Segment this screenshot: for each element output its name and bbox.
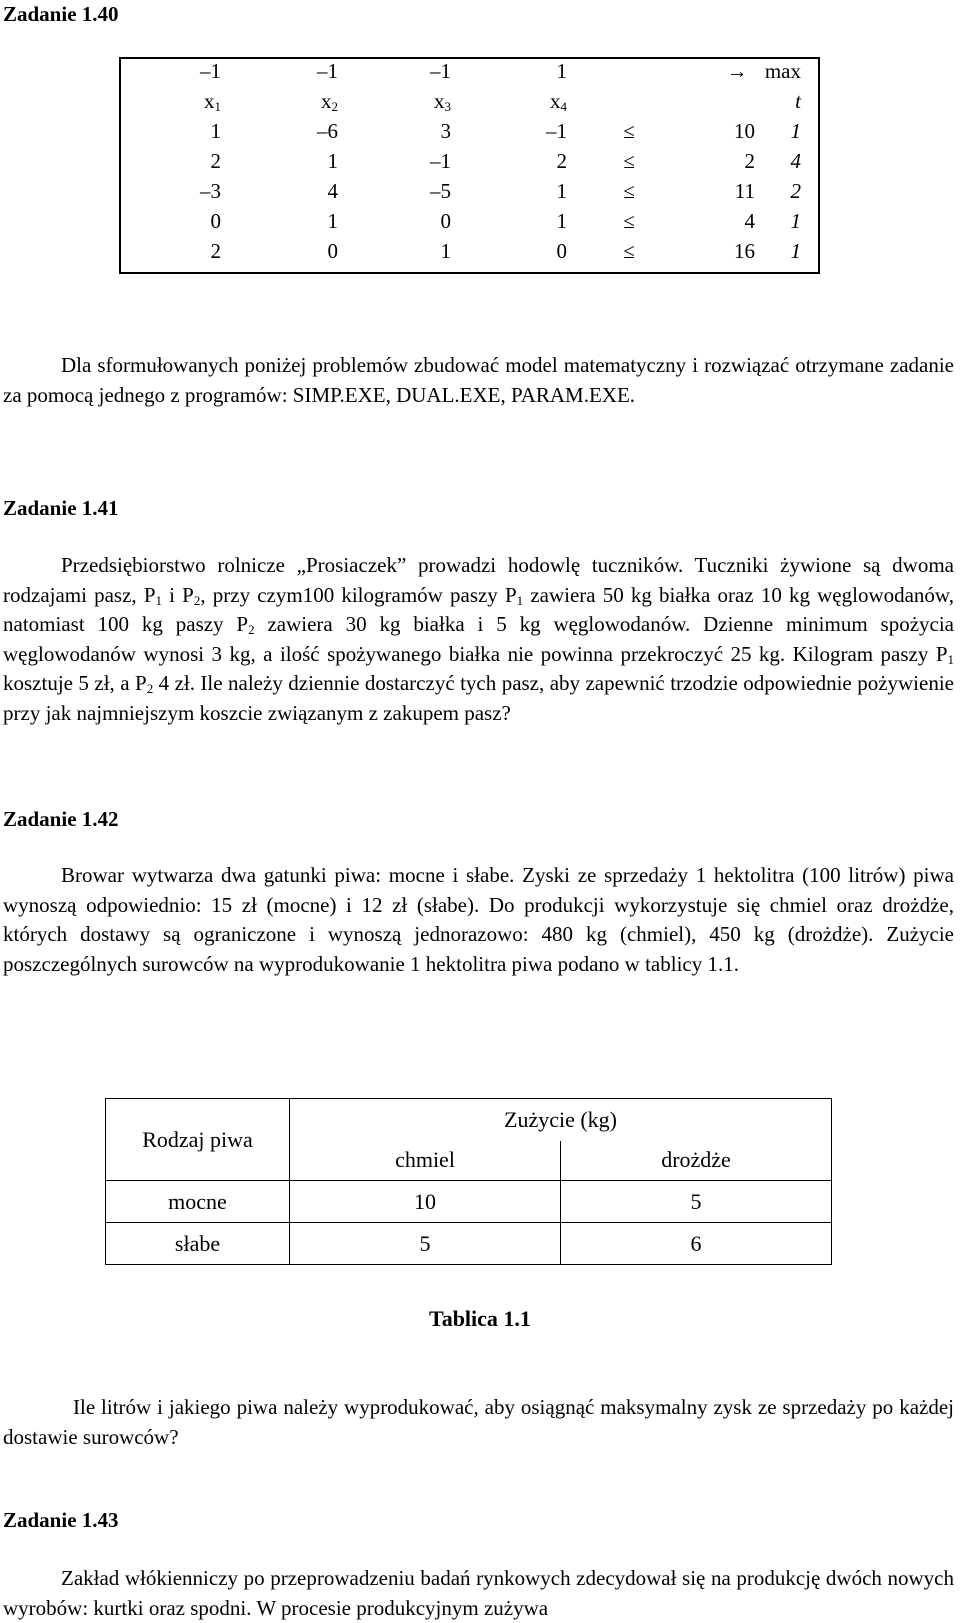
zadanie-1-42-paragraph — [3, 861, 954, 979]
header-zuzycie: Zużycie (kg) — [290, 1099, 832, 1141]
rhs: 2 — [744, 149, 755, 173]
leq-icon: ≤ — [623, 179, 635, 203]
rhs: 4 — [744, 209, 755, 233]
drozdze-value: 5 — [561, 1181, 832, 1223]
lp-problem-table — [119, 57, 820, 274]
intro-text: Dla sformułowanych poniżej problemów zbudować model matematyczny i rozwiązać otrzymane zadanie za pomocą jednego z programów: SIMP.EXE, DUAL.EXE, PARAM.EXE. — [3, 353, 954, 407]
leq-icon: ≤ — [623, 149, 635, 173]
coef: –1 — [430, 149, 451, 173]
coef: 2 — [210, 149, 221, 173]
beer-consumption-table — [105, 1098, 832, 1265]
param: 1 — [790, 119, 801, 143]
coef: 2 — [556, 149, 567, 173]
param: 4 — [790, 149, 801, 173]
objective-coef: –1 — [430, 59, 451, 83]
objective-coef: –1 — [200, 59, 221, 83]
coef: 1 — [327, 209, 338, 233]
var-header: $x_2$ — [321, 89, 338, 114]
coef: –6 — [317, 119, 338, 143]
header-rodzaj-piwa: Rodzaj piwa — [106, 1099, 290, 1181]
table-caption: Tablica 1.1 — [429, 1306, 531, 1331]
heading-zadanie-1-41: Zadanie 1.41 — [3, 496, 119, 520]
coef: 0 — [556, 239, 567, 263]
coef: 0 — [327, 239, 338, 263]
coef: 1 — [556, 179, 567, 203]
leq-icon: ≤ — [623, 119, 635, 143]
header-chmiel: chmiel — [290, 1141, 561, 1181]
zadanie-1-43-text: Zakład włókienniczy po przeprowadzeniu badań rynkowych zdecydował się na produkcję dwóch nowych wyrobów: kurtki oraz spodni. W procesie produkcyjnym zużywa — [3, 1566, 954, 1620]
heading-zadanie-1-40: Zadanie 1.40 — [3, 2, 119, 26]
coef: 3 — [440, 119, 451, 143]
rhs: 11 — [734, 179, 755, 203]
table-row — [106, 1181, 832, 1223]
question-text: Ile litrów i jakiego piwa należy wyprodukować, aby osiągnąć maksymalny zysk ze sprzedaży po każdej dostawie surowców? — [3, 1395, 954, 1449]
coef: 1 — [327, 149, 338, 173]
objective-coef: 1 — [556, 59, 567, 83]
param: 2 — [790, 179, 801, 203]
var-header: $x_4$ — [550, 89, 567, 114]
beer-name: słabe — [106, 1223, 290, 1265]
intro-paragraph — [3, 351, 954, 410]
coef: 1 — [556, 209, 567, 233]
param-header: t — [795, 89, 801, 113]
coef: 1 — [210, 119, 221, 143]
coef: 0 — [210, 209, 221, 233]
coef: 2 — [210, 239, 221, 263]
drozdze-value: 6 — [561, 1223, 832, 1265]
var-header: $x_3$ — [434, 89, 451, 114]
table-row — [106, 1223, 832, 1265]
heading-zadanie-1-43: Zadanie 1.43 — [3, 1508, 119, 1532]
arrow-right-icon: → — [726, 59, 748, 83]
chmiel-value: 5 — [290, 1223, 561, 1265]
chmiel-value: 10 — [290, 1181, 561, 1223]
rhs: 16 — [734, 239, 755, 263]
beer-name: mocne — [106, 1181, 290, 1223]
coef: –3 — [200, 179, 221, 203]
heading-zadanie-1-42: Zadanie 1.42 — [3, 807, 119, 831]
leq-icon: ≤ — [623, 239, 635, 263]
coef: 1 — [440, 239, 451, 263]
param: 1 — [790, 209, 801, 233]
coef: 0 — [440, 209, 451, 233]
leq-icon: ≤ — [623, 209, 635, 233]
rhs: 10 — [734, 119, 755, 143]
coef: –1 — [546, 119, 567, 143]
question-paragraph — [3, 1393, 954, 1452]
var-header: $x_1$ — [204, 89, 221, 114]
zadanie-1-41-paragraph: Przedsiębiorstwo rolnicze „Prosiaczek” prowadzi hodowlę tuczników. Tuczniki żywione są dwoma rodzajami pasz, $P_1$ i $P_2$, przy czym100 kilogramów paszy $P_1$ zawiera 50 kg białka oraz 10 kg węglowodanów, natomiast 100 kg paszy $P_2$ zawiera 30 kg białka i 5 kg węglowodanów. Dzienne minimum spożycia węglowodanów wynosi 3 kg, a ilość spożywanego białka nie powinna przekroczyć 25 kg. Kilogram paszy $P_1$ kosztuje 5 zł, a $P_2$ 4 zł. Ile należy dziennie dostarczyć tych pasz, aby zapewnić trzodzie odpowiednie pożywienie przy jak najmniejszym koszcie związanym z zakupem pasz? — [3, 553, 954, 725]
zadanie-1-42-text: Browar wytwarza dwa gatunki piwa: mocne i słabe. Zyski ze sprzedaży 1 hektolitra (100 litrów) piwa wynoszą odpowiednio: 15 zł (mocne) i 12 zł (słabe). Do produkcji wykorzystuje się chmiel oraz drożdże, których dostawy są ograniczone i wynoszą jednorazowo: 480 kg (chmiel), 450 kg (drożdże). Zużycie poszczególnych surowców na wyprodukowanie 1 hektolitra piwa podano w tablicy 1.1. — [3, 863, 954, 976]
header-drozdze: drożdże — [561, 1141, 832, 1181]
zadanie-1-43-paragraph — [3, 1564, 954, 1623]
coef: –5 — [430, 179, 451, 203]
param: 1 — [790, 239, 801, 263]
coef: 4 — [327, 179, 338, 203]
objective-sense: max — [764, 59, 801, 83]
objective-coef: –1 — [317, 59, 338, 83]
